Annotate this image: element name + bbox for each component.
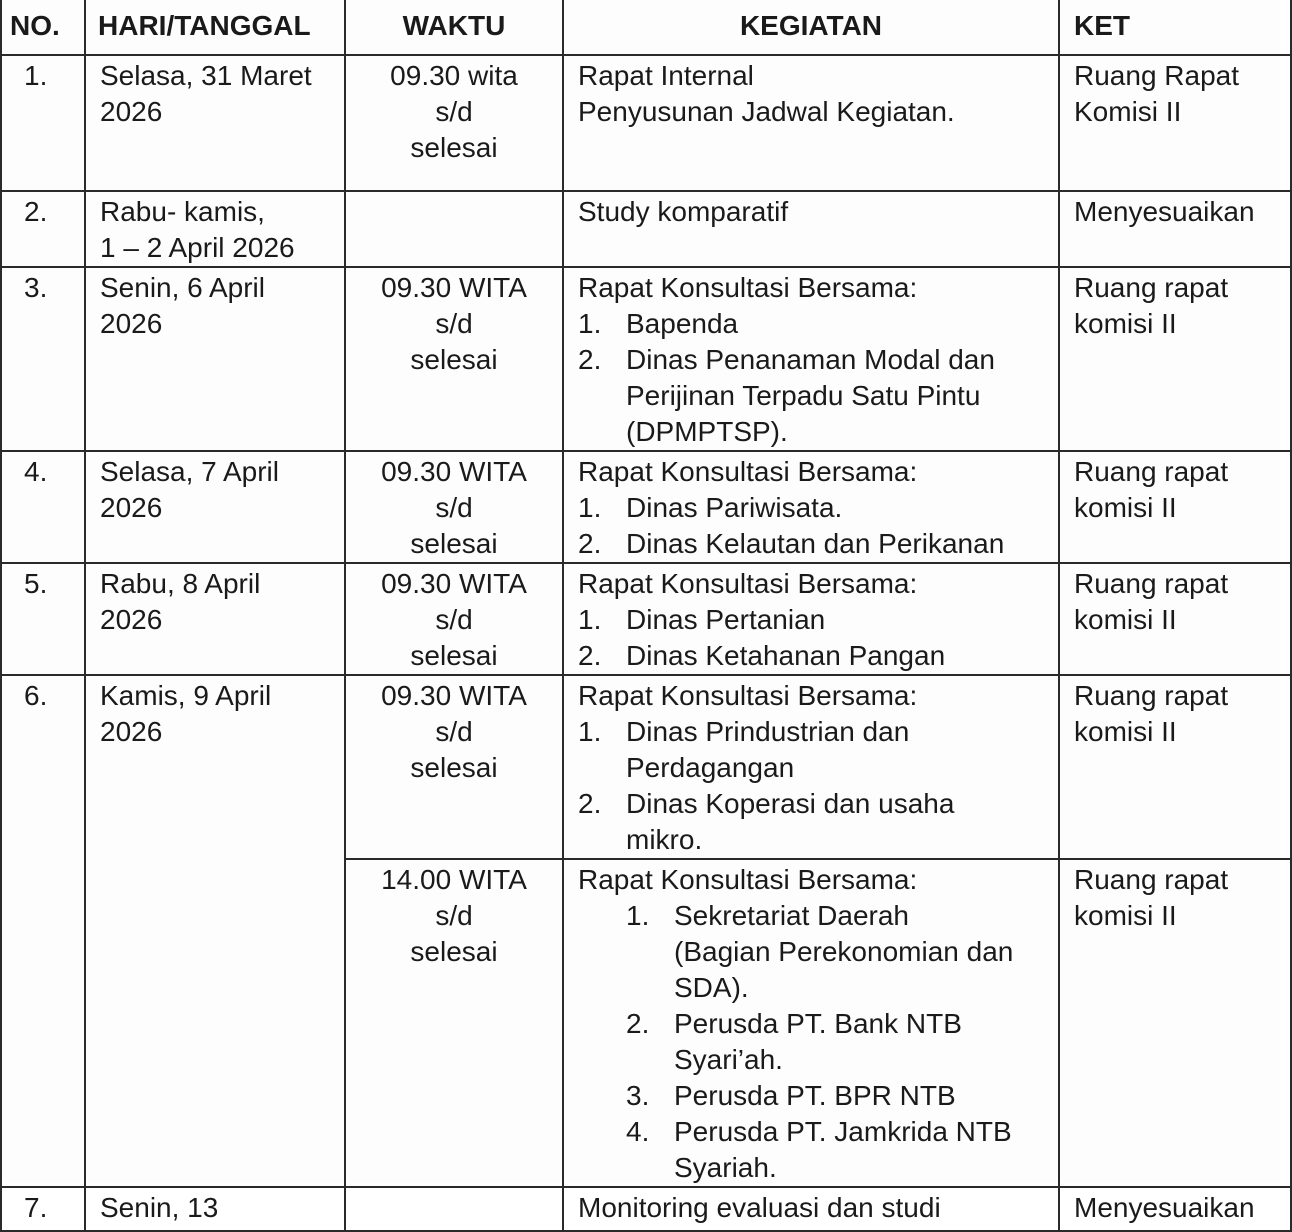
row-number: 1.	[1, 55, 85, 191]
row-time: 14.00 WITA s/d selesai	[345, 859, 563, 1187]
list-item: 2. Perusda PT. Bank NTB Syari’ah.	[626, 1008, 962, 1075]
list-item: 1. Dinas Prindustrian dan Perdagangan	[578, 716, 910, 783]
table-row	[1, 191, 1291, 267]
table-row	[1, 55, 1291, 191]
row-number: 4.	[1, 451, 85, 563]
table-row	[1, 267, 1291, 451]
list-item: 1. Sekretariat Daerah (Bagian Perekonomian dan SDA).	[626, 900, 1014, 1003]
row-date: Senin, 13	[85, 1187, 345, 1231]
header-waktu: WAKTU	[345, 0, 563, 55]
row-note: Menyesuaikan	[1059, 1187, 1291, 1231]
list-item: 2. Dinas Ketahanan Pangan	[578, 640, 946, 671]
row-activity: Rapat Internal Penyusunan Jadwal Kegiatan.	[563, 55, 1059, 191]
row-date: Selasa, 7 April 2026	[85, 451, 345, 563]
header-no: NO.	[1, 0, 85, 55]
header-ket: KET	[1059, 0, 1291, 55]
row-number: 5.	[1, 563, 85, 675]
row-time	[345, 1187, 563, 1231]
agenda-list	[578, 306, 1058, 450]
header-hari-tanggal: HARI/TANGGAL	[85, 0, 345, 55]
row-activity: Rapat Konsultasi Bersama: 1. Sekretariat Daerah (Bagian Perekonomian dan SDA). 2. Perusda PT. Bank NTB Syari’ah. 3. Perusda PT. BPR NTB 4. Perusda PT. Jamkrida NTB Syariah.	[563, 859, 1059, 1187]
row-time: 09.30 WITA s/d selesai	[345, 451, 563, 563]
row-date: Selasa, 31 Maret 2026	[85, 55, 345, 191]
list-item: 1. Dinas Pertanian	[578, 604, 826, 635]
row-note: Ruang rapat komisi II	[1059, 267, 1291, 451]
list-item: 4. Perusda PT. Jamkrida NTB Syariah.	[626, 1116, 1012, 1183]
row-number: 3.	[1, 267, 85, 451]
list-item: 1. Bapenda	[578, 308, 739, 339]
row-time: 09.30 WITA s/d selesai	[345, 563, 563, 675]
row-note: Ruang rapat komisi II	[1059, 451, 1291, 563]
row-time: 09.30 WITA s/d selesai	[345, 267, 563, 451]
row-date: Rabu- kamis, 1 – 2 April 2026	[85, 191, 345, 267]
row-date: Rabu, 8 April 2026	[85, 563, 345, 675]
row-time: 09.30 wita s/d selesai	[345, 55, 563, 191]
list-item: 1. Dinas Pariwisata.	[578, 492, 843, 523]
row-date: Senin, 6 April 2026	[85, 267, 345, 451]
header-row	[1, 0, 1291, 55]
agenda-list	[578, 898, 1058, 1186]
row-time: 09.30 WITA s/d selesai	[345, 675, 563, 859]
row-note: Ruang Rapat Komisi II	[1059, 55, 1291, 191]
row-time	[345, 191, 563, 267]
row-note: Ruang rapat komisi II	[1059, 563, 1291, 675]
list-item: 2. Dinas Penanaman Modal dan Perijinan Terpadu Satu Pintu (DPMPTSP).	[578, 344, 995, 447]
row-note: Ruang rapat komisi II	[1059, 859, 1291, 1187]
row-note: Menyesuaikan	[1059, 191, 1291, 267]
row-activity: Study komparatif	[563, 191, 1059, 267]
header-kegiatan: KEGIATAN	[563, 0, 1059, 55]
agenda-list	[578, 490, 1058, 562]
row-activity: Monitoring evaluasi dan studi	[563, 1187, 1059, 1231]
table-row	[1, 451, 1291, 563]
row-activity: Rapat Konsultasi Bersama: 1. Dinas Pertanian 2. Dinas Ketahanan Pangan	[563, 563, 1059, 675]
list-item: 2. Dinas Kelautan dan Perikanan	[578, 528, 1005, 559]
list-item: 2. Dinas Koperasi dan usaha mikro.	[578, 788, 955, 855]
row-number: 2.	[1, 191, 85, 267]
row-date: Kamis, 9 April 2026	[85, 675, 345, 1187]
agenda-list	[578, 602, 1058, 674]
table-row	[1, 675, 1291, 859]
row-activity: Rapat Konsultasi Bersama: 1. Bapenda 2. Dinas Penanaman Modal dan Perijinan Terpadu Satu Pintu (DPMPTSP).	[563, 267, 1059, 451]
list-item: 3. Perusda PT. BPR NTB	[626, 1080, 956, 1111]
row-activity: Rapat Konsultasi Bersama: 1. Dinas Pariwisata. 2. Dinas Kelautan dan Perikanan	[563, 451, 1059, 563]
row-number: 6.	[1, 675, 85, 1187]
row-number: 7.	[1, 1187, 85, 1231]
table-row	[1, 1187, 1291, 1231]
row-note: Ruang rapat komisi II	[1059, 675, 1291, 859]
table-row	[1, 563, 1291, 675]
row-activity: Rapat Konsultasi Bersama: 1. Dinas Prindustrian dan Perdagangan 2. Dinas Koperasi dan usaha mikro.	[563, 675, 1059, 859]
agenda-list	[578, 714, 1058, 858]
